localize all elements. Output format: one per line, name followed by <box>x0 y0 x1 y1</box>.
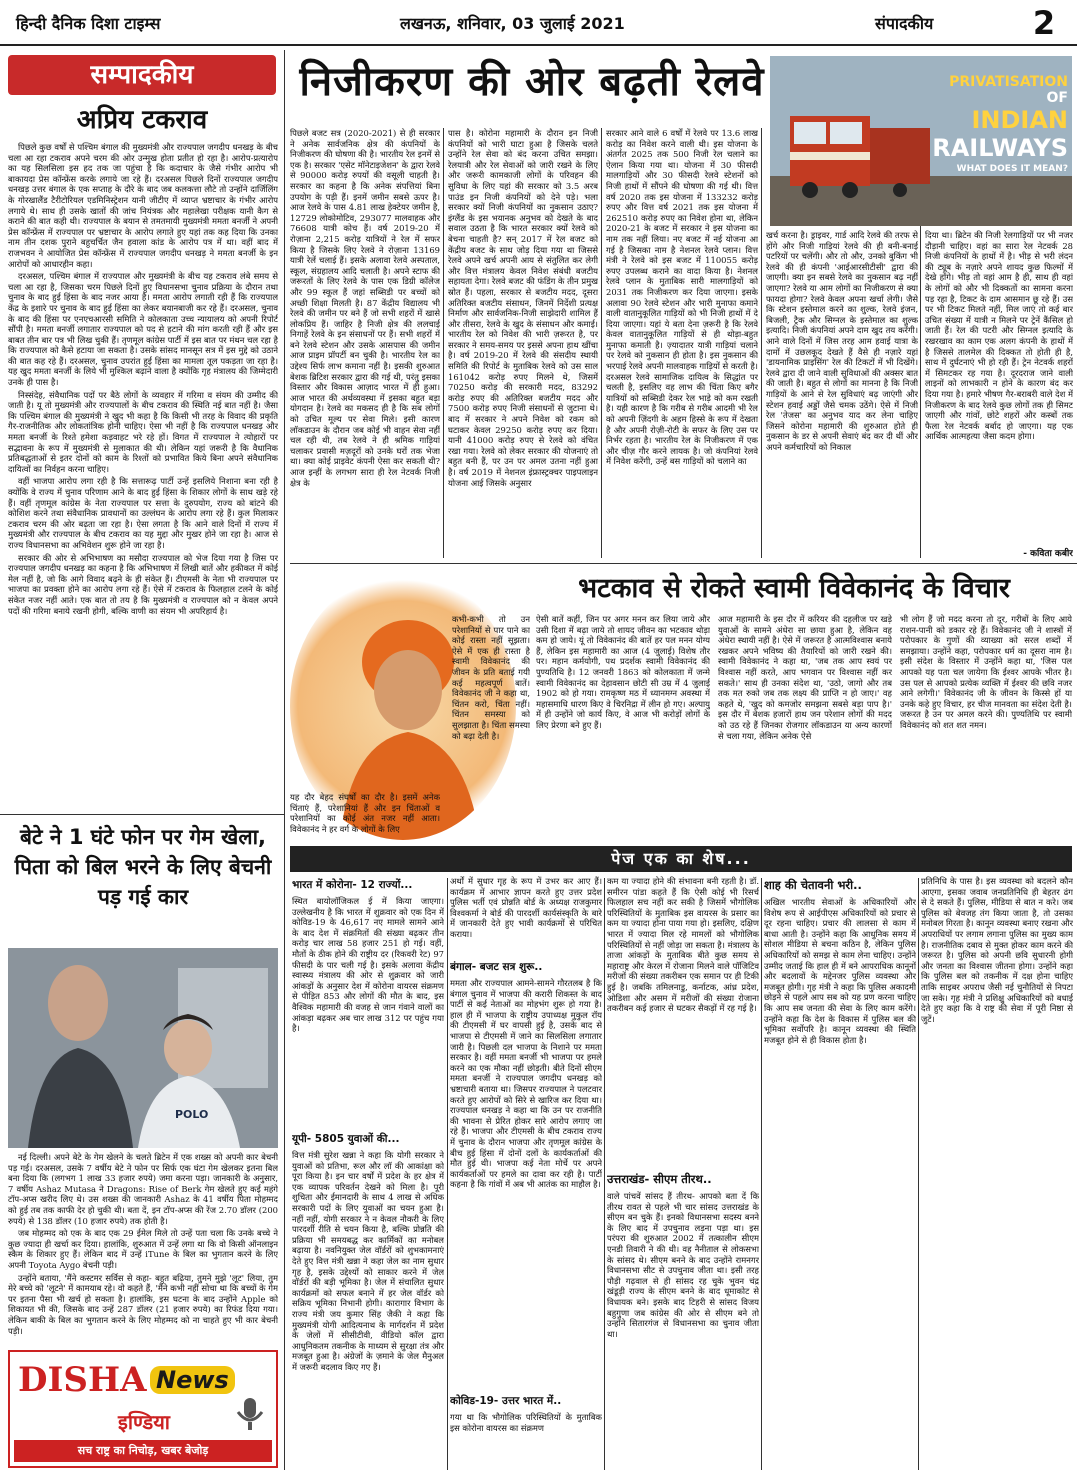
column-rule <box>761 878 762 1470</box>
paper-name: हिन्दी दैनिक दिशा टाइम्स <box>16 14 161 33</box>
railways-text: पिछले बजट सत्र (2020-2021) से ही सरकार ने अनेक सार्वजनिक क्षेत्र की कंपनियों के निजीकरण की घोषणा की है। भारतीय रेल इनमें से एक है। सरकार 'एसेट मॉनेटाइजेशन' के द्वारा रेलवे से 90000 करोड़ रुपयों की वसूली चाहती है। सरकार का कहना है कि अनेक संपत्तियां बिना उपयोग के पड़ी हैं। इनमें जमीन सबसे ऊपर है। आज रेलवे के पास 4.81 लाख हेक्टेयर जमीन है, 12729 लोकोमोटिव, 293077 मालवाहक और 76608 यात्री कोच हैं। वर्ष 2019-20 में रोज़ाना 2,215 करोड़ यात्रियों ने रेल में सफर किया है जिसके लिए रेलवे ने रोज़ाना 13169 यात्री रेलें चलाई हैं। इसके अलावा रेलवे अस्पताल, स्कूल, संग्रहालय आदि चलाती है। अपने स्टाफ की जरूरतों के लिए रेलवे के पास एक डिग्री कॉलेज और 99 स्कूल हैं जहां सब्सिडी पर बच्चों को अच्छी शिक्षा मिलती है। 87 केंद्रीय विद्यालय भी रेलवे की जमीन पर बने हैं जो सभी शहरों में खासे लोकप्रिय हैं। जाहिर है निजी क्षेत्र की ललचाई निगाहें रेलवे के इन संसाधनों पर हैं। सभी शहरों में बने रेलवे स्टेशन और उसके आसपास की जमीन आज प्राइम प्रॉपर्टी बन चुकी है। भारतीय रेल का उद्देश्य सिर्फ लाभ कमाना नहीं है। इसकी शुरुआत बेशक ब्रिटिश सरकार द्वारा की गई थी, परंतु इसका विस्तार और विकास आज़ाद भारत में ही हुआ। आज भारत की अर्थव्यवस्था में इसका बहुत बड़ा योगदान है। रेलवे का मकसद ही है कि सब लोगों को उचित मूल्य पर सेवा मिले। इसी कारण लॉकडाउन के दौरान जब कोई भी वाहन सेवा नहीं चल रही थी, तब रेलवे ने ही श्रमिक गाड़ियां चलाकर प्रवासी मज़दूरों को उनके घरों तक भेजा था। क्या कोई प्राइवेट कंपनी ऐसा कर सकती थी? आज इन्हीं के लगभग सारा ही रेल नेटवर्क निजी क्षेत्र के <box>290 128 440 488</box>
page-number: 2 <box>1032 4 1056 42</box>
image-text-indian: INDIAN <box>971 106 1068 134</box>
game-story-paragraph: जब मोहम्मद को एक के बाद एक 29 ईमेल मिले तो उन्हें पता चला कि उनके बच्चे ने कुछ ज्यादा ही खर्चा कर दिया। हालांकि, शुरुआत में उन्हें लगा था कि वो किसी ऑनलाइन स्कैम के शिकार हुए हैं। लेकिन बाद में उन्हें iTune के बिल का भुगतान करने के लिए अपनी Toyota Aygo बेचनी पड़ी। <box>8 1228 278 1270</box>
vivekananda-intro <box>452 614 530 840</box>
continued-text: गया था कि भौगोलिक परिस्थितियों के मुताबिक इस कोरोना वायरस का संक्रमण <box>450 1412 602 1433</box>
railways-col-5 <box>925 230 1073 546</box>
vivekananda-text: ऐसी बातें कहीं, जिन पर अगर मनन कर लिया जाये और उसी दिशा में बढ़ा जाये तो शायद जीवन का भटकाव थोड़ा कम हो जाये। यूं तो विवेकानंद की बातें हर पल मनन योग्य हैं, लेकिन इस महामारी का आज (4 जुलाई) विशेष तौर पर। महान कर्मयोगी, पथ प्रदर्शक स्वामी विवेकानंद की पुण्यतिथि है। 12 जनवरी 1863 को कोलकाता में जन्मे स्वामी विवेकानंद का देहावसान छोटी सी उम्र में 4 जुलाई 1902 को हो गया। रामकृष्ण मठ में ध्यानमग्न अवस्था में महासमाधि धारण किए वे चिरनिद्रा में लीन हो गए। अल्पायु में ही उन्होंने जो कार्य किए, वे आज भी करोड़ों लोगों के लिए प्रेरणा बने हुए हैं। <box>536 614 710 730</box>
continued-text: प्रतिनिधि के पास है। इस व्यवस्था को बदलने कौन आएगा, इसका जवाब जनप्रतिनिधि ही बेहतर ढंग से दे सकते हैं। पुलिस, मीडिया से बात न करे। जब पुलिस को बेवजह तंग किया जाता है, तो उसका मनोबल गिरता है। कानून व्यवस्था बनाए रखना और अपराधियों पर लगाम लगाना पुलिस का मुख्य काम है। राजनीतिक दबाव से मुक्त होकर काम करने की जरूरत है। पुलिस को अपनी छवि सुधारनी होगी और जनता का विश्वास जीतना होगा। उन्होंने कहा कि पुलिस बल को तकनीक में दक्ष होना चाहिए ताकि साइबर अपराध जैसी नई चुनौतियों से निपटा जा सके। गृह मंत्री ने प्रशिक्षु अधिकारियों को बधाई देते हुए कहा कि वे राष्ट्र की सेवा में पूरी निष्ठा से जुटें। <box>921 876 1073 1024</box>
continued-title: बंगाल- बजट सत्र शुरू.. <box>450 961 543 973</box>
continued-col-4 <box>764 876 916 1470</box>
editorial-banner: सम्पादकीय <box>8 55 276 95</box>
vivekananda-text: यह दौर बेहद संघर्षों का दौर है। इसमें अनेक चिंताएं हैं, परेशानियां हैं और इन चिंताओं व परेशानियों का कोई अंत नजर नहीं आता। विवेकानंद ने हर वर्ग के लोगों के लिए <box>290 792 440 834</box>
continued-col-3 <box>607 876 759 1470</box>
image-text-railways: RAILWAYS <box>932 134 1068 162</box>
railways-col-4 <box>766 230 918 558</box>
ad-brand-india: इण्डिया <box>118 1410 170 1434</box>
column-rule <box>918 878 919 1470</box>
railways-byline: - कविता कबीर <box>1023 549 1073 559</box>
editorial-title: अप्रिय टकराव <box>76 105 208 135</box>
railways-col-2 <box>448 128 598 558</box>
railways-text: खर्च करना है। ड्राइवर, गार्ड आदि रेलवे की तरफ से होंगे और निजी गाड़ियां रेलवे की ही बनी-बनाई पटरियों पर चलेंगी। और तो और, उनको बुकिंग भी रेलवे की ही कंपनी 'आईआरसीटीसी' द्वारा की जाएगी। क्या इन सबसे रेलवे का नुकसान बढ़ नहीं जाएगा? रेलवे या आम लोगों का निजीकरण से क्या फायदा होगा? रेलवे केवल अपना खर्चा लेगी। जैसे कि स्टेशन इस्तेमाल करने का शुल्क, रेलवे इंजन, बिजली, ट्रैक और सिग्नल के इस्तेमाल का शुल्क इत्यादि। निजी कंपनियां अपने दाम खुद तय करेंगी। आने वाले दिनों में जिस तरह आम हवाई यात्रा के दामों में उछलकूद देखते हैं वैसे ही नज़ारे यहां 'डायनामिक प्राइसिंग' रेल की टिकटों में भी दिखेंगे। रेलवे द्वारा दी जाने वाली सुविधाओं की अक्सर बात की जाती है। बहुत से लोगों का मानना है कि निजी गाड़ियों के आने से रेल सुविधाएं बढ़ जाएंगी और स्टेशन हवाई अड्डों जैसे चमक उठेंगे। ऐसे में निजी रेल 'तेजस' का अनुभव याद कर लेना चाहिए जिसने कोरोना महामारी की शुरुआत होते ही नुकसान के डर से अपनी सेवाएं बंद कर दी थीं और अपने कर्मचारियों को निकाल <box>766 230 918 452</box>
ad-brand-news: News <box>150 1366 235 1394</box>
image-text-of: OF <box>1046 90 1068 106</box>
vivekananda-text: कभी-कभी तो उन परेशानियों से पार पाने का कोई रास्ता नहीं सूझता। ऐसे में एक ही रास्ता है स्वामी विवेकानंद की जीवन के प्रति बताई गयी कई महत्वपूर्ण बातें। विवेकानंद जी ने कहा था, चिंतन करो, चिंता नहीं। चिंतन समस्या को सुलझाता है। चिंता समस्या को बढ़ा देती है। <box>452 614 530 741</box>
continued-title: कोविड-19- उत्तर भारत में.. <box>450 1395 562 1407</box>
vivekananda-text: भी लोग हैं जो मदद करना तो दूर, गरीबों के लिए आये राशन-पानी को डकार रहे हैं। विवेकानंद जी ने शास्त्रों में परोपकार के गुणों की व्याख्या को सरल शब्दों में समझाया। उन्होंने कहा, परोपकार धर्म का दूसरा नाम है। इसी संदेश के विस्तार में उन्होंने कहा था, 'जिस पल आपको यह पता चल जायेगा कि ईश्वर आपके भीतर है। उस पल से आपको प्रत्येक व्यक्ति में ईश्वर की छवि नजर आने लगेगी।' विवेकानंद जी के जीवन के किस्से हों या उनके कहे हुए विचार, हर चीज मानवता का संदेश देती है। जरूरत है उन पर अमल करने की। पुण्यतिथि पर स्वामी विवेकानंद को शत शत नमन। <box>900 614 1072 730</box>
continued-text: कम या ज्यादा होने की संभावना बनी रहती है। डॉ. समीरन पांडा कहते हैं कि ऐसी कोई भी रिसर्च फिलहाल सच नहीं कर सकी है जिसमें भौगोलिक परिस्थितियों के मुताबिक इस वायरस के प्रसार का कम या ज्यादा होना पाया गया हो। इसलिए, दक्षिण भारत में ज्यादा मिल रहे मामलों को भौगोलिक परिस्थितियों से नहीं जोड़ा जा सकता है। मंत्रालय के ताजा आंकड़ों के मुताबिक बीते कुछ समय से महाराष्ट्र और केरल में रोजाना मिलने वाले पॉजिटिव मरीजों की संख्या तकरीबन एक समान पर ही टिकी हुई है। जबकि तमिलनाडु, कर्नाटक, आंध्र प्रदेश, ओडिशा और असम में मरीजों की संख्या रोजाना तकरीबन कई हजार से घटकर सैकड़ों में रह गई है। <box>607 876 759 1014</box>
ad-tagline: सच राष्ट्र का निचोड़, खबर बेजोड़ <box>14 1440 272 1462</box>
railways-col-1 <box>290 128 440 558</box>
railways-text: सरकार आने वाले 6 वर्षों में रेलवे पर 13.6 लाख करोड़ का निवेश करने वाली थी। इस योजना के अंतर्गत 2025 तक 500 निजी रेल चलाने का ऐलान किया गया था। योजना में 30 फीसदी मालगाड़ियों और 30 फीसदी रेलवे स्टेशनों को निजी हाथों में सौंपने की घोषणा की गई थी। वित्त वर्ष 2020 तक इस योजना में 133232 करोड़ रुपए और वित्त वर्ष 2021 तक इस योजना में 262510 करोड़ रुपए का निवेश होना था, लेकिन 2020-21 के बजट में सरकार ने इस योजना का नाम तक नहीं लिया। नए बजट में नई योजना आ गई है जिसका नाम है नेशनल रेलवे प्लान। वित्त मंत्री ने रेलवे को इस बजट में 110055 करोड़ रुपए उपलब्ध कराने का वादा किया है। नेशनल रेलवे प्लान के मुताबिक सारी मालगाड़ियों को 2031 तक निजीकरण कर दिया जाएगा। इसके अलावा 90 रेलवे स्टेशन और भारी मुनाफा कमाने वाली वातानुकूलित गाड़ियों को भी निजी हाथों में दे दिया जाएगा। यहां ये बता देना ज़रूरी है कि रेलवे केवल वातानुकूलित गाड़ियों से ही थोड़ा-बहुत मुनाफा कमाती है। ज़्यादातर यात्री गाड़ियां चलाने पर रेलवे को नुकसान ही होता है। इस नुकसान की भरपाई रेलवे अपनी मालवाहक गाड़ियों से करती है। दरअसल रेलवे सामाजिक दायित्व के सिद्धांत पर चलती है, इसलिए वह लाभ की चिंता किए बगैर यात्रियों को सब्सिडी देकर रेल भाड़े को कम रखती है। यही कारण है कि गरीब से गरीब आदमी भी रेल को अपनी ज़िंदगी के अहम हिस्से के रूप में देखता है और अपनी रोज़ी-रोटी के सफर के लिए उस पर निर्भर रहता है। भारतीय रेल के निजीकरण में एक और चीज़ गौर करने लायक है। जो कंपनियां रेलवे में निवेश करेंगी, उन्हें बस गाड़ियों को चलाने का <box>606 128 758 467</box>
game-story-paragraph: उन्होंने बताया, 'मैंने कस्टमर सर्विस से कहा- बहुत बढ़िया, तुमने मुझे 'लूट' लिया, तुम मेरे बच्चे को 'लूटने' में कामयाब रहे। वो कहते हैं, 'मैंने कभी नहीं सोचा था कि बच्चों के गेम पर इतना पैसा भी खर्च हो सकता है। हालांकि, इस घटना के बाद उन्होंने Apple को शिकायत भी की, जिसके बाद उन्हें 287 डॉलर (21 हजार रुपये) का रिफंड दिया गया। लेकिन बाकी के बिल का भुगतान करने के लिए मोहम्मद को ना चाहते हुए भी कार बेचनी पड़ी। <box>8 1272 278 1336</box>
dateline: लखनऊ, शनिवार, 03 जुलाई 2021 <box>400 14 625 33</box>
editorial-paragraph: निस्संदेह, संवैधानिक पदों पर बैठे लोगों के व्यवहार में गरिमा व संयम की उम्मीद की जाती है। यू तो मुख्यमंत्री और राज्यपालों के बीच टकराव की स्थिति नई बात नहीं है। जैसा कि पश्चिम बंगाल की मुख्यमंत्री ने खुद भी कहा है कि किसी भी तरह के विवाद की प्रकृति गैर-राजनीतिक और लोकतांत्रिक होनी चाहिए। ऐसा भी नहीं है कि राज्यपाल धनखड़ और ममता बनर्जी के रिश्ते हमेशा कड़वाहट भरे रहे हों। विगत में राज्यपाल ने त्योहारों पर सद्भावना के रूप में मुख्यमंत्री से मुलाकात की थी। लेकिन यहां जरूरी है कि वैधानिक प्रतिबद्धताओं से इतर दोनों को काम के रिश्तों को प्रभावित किये बिना अपने संवैधानिक दायित्वों का निर्वहन करना चाहिए। <box>8 389 278 474</box>
continued-text: वित्त मंत्री सुरेश खन्ना ने कहा कि योगी सरकार ने युवाओं को प्रतिभा, रूल और लॉ की आकांक्षा को पूरा किया है। इन चार वर्षों में प्रदेश के हर क्षेत्र में एक व्यापक परिवर्तन देखने को मिला है। पूरी शुचिता और ईमानदारी के साथ 4 लाख से अधिक सरकारी पदों के लिए युवाओं का चयन हुआ है। नहीं नहीं, योगी सरकार ने न केवल नौकरी के लिए पारदर्शी रीति से चयन किया है, बल्कि प्रोन्नति की प्रक्रिया भी समयबद्ध कर कार्मिकों का मनोबल बढ़ाया है। नवनियुक्त जेल वॉर्डरों को शुभकामनाएं देते हुए वित्त मंत्री खन्ना ने कहा जेल का नाम सुधार गृह है, इसके उद्देश्यों को साकार करने में जेल वॉर्डरों की बड़ी भूमिका है। जेल में संचालित सुधार कार्यक्रमों को सफल बनाने में हर जेल वॉर्डर को सक्रिय भूमिका निभानी होगी। कारागार विभाग के राज्य मंत्री जय कुमार सिंह जैकी ने कहा कि मुख्यमंत्री योगी आदित्यनाथ के मार्गदर्शन में प्रदेश के जेलों में सीसीटीवी, वीडियो कॉल द्वारा आधुनिकतम तकनीक के माध्यम से सुरक्षा तंत्र और मजबूत हुआ है। अंग्रेजों के ज़माने के जेल मैनुअल में जरूरी बदलाव किए गए हैं। <box>292 1150 444 1372</box>
vivekananda-col-4 <box>900 614 1072 840</box>
section-name: संपादकीय <box>875 14 934 33</box>
continued-title: उत्तराखंड- सीएम तीरथ.. <box>607 1172 712 1186</box>
column-rule <box>447 878 448 1470</box>
column-rule <box>761 128 762 558</box>
continued-title: शाह की चेतावनी भरी.. <box>764 878 862 892</box>
railways-text: दिया था। ब्रिटेन की निजी रेलगाड़ियों पर भी नजर दौड़ानी चाहिए। वहां का सारा रेल नेटवर्क 28 निजी कंपनियों के हाथों में है। भीड़ से भरी लंदन की ट्यूब के नज़ारे अपने शायद कुछ फिल्मों में देखे होंगे। भीड़ तो वहां आम है ही, साथ ही वहां के लोगों को और भी दिक्कतों का सामना करना पड़ रहा है, टिकट के दाम आसमान छू रहे हैं। उस पर भी टिकट मिलते नहीं, मिल जाएं तो कई बार उचित संख्या में यात्री न मिलने पर ट्रेनें कैंसिल हो जाती हैं। रेल की पटरी और सिग्नल इत्यादि के रखरखाव का काम एक अलग कंपनी के हाथों में है जिससे तालमेल की दिक्कत तो होती ही है, साथ में दुर्घटनाएं भी हो रही हैं। ट्रेन नेटवर्क शहरों में सिमटकर रह गया है। दूरदराज जाने वाली लाइनों को लाभकारी न होने के कारण बंद कर दिया गया है। हमारे भीषण गैर-बराबरी वाले देश में निजीकरण के बाद रेलवे कुछ लोगों तक ही सिमट जाएगी और गांवों, छोटे शहरों और कस्बों तक फैला रेल नेटवर्क बर्बाद हो जाएगा। यह एक आर्थिक आत्महत्या जैसा कदम होगा। <box>925 230 1073 442</box>
game-story-body <box>8 1152 278 1342</box>
vivekananda-col-3 <box>718 614 892 840</box>
railways-headline: निजीकरण की ओर बढ़ती रेलवे <box>299 59 765 105</box>
vivekananda-col-2 <box>536 614 710 840</box>
editorial-paragraph: वहीं भाजपा आरोप लगा रही है कि सत्तारूढ़ पार्टी उन्हें इसलिये निशाना बना रही है क्योंकि वे राज्य में चुनाव परिणाम आने के बाद हुई हिंसा के शिकार लोगों के साथ खड़े रहे हैं। वहीं तृणमूल कांग्रेस के नेता राज्यपाल पर सत्ता के दुरुपयोग, राज्य को बांटने की कोशिश करने तथा संवैधानिक प्रावधानों का उल्लंघन के आरोप लगा रहे हैं। कुल मिलाकर टकराव चरम की ओर बढ़ता जा रहा है। ऐसा लगता है कि आने वाले दिनों में राज्य में मुख्यमंत्री और राज्यपाल के बीच टकराव का यह मुद्दा और मुखर होने जा रहा है। आज से राज्य विधानसभा का अभिवेशन शुरू होने जा रहा है। <box>8 476 278 550</box>
father-son-photo <box>8 948 278 1148</box>
shirt-text: POLO <box>175 1108 209 1121</box>
continued-col-2 <box>450 876 602 1470</box>
continued-title: भारत में कोरोना- 12 राज्यों... <box>292 879 413 891</box>
section-rule <box>290 563 1077 564</box>
disha-news-ad[interactable] <box>8 1350 278 1468</box>
column-rule <box>284 50 285 1470</box>
father-son-photo-art <box>8 948 278 1148</box>
continued-col-1 <box>292 876 444 1470</box>
continued-text: वाले पांचवें सांसद हैं तीरथ- आपको बता दें कि तीरथ रावत से पहले भी चार सांसद उत्तराखंड के सीएम बन चुके हैं। इनको विधानसभा सदस्य बनने के लिए बाद में उपचुनाव लड़ना पड़ा था। इस परंपरा की शुरुआत 2002 में तत्कालीन सीएम एनडी तिवारी ने की थी। वह नैनीताल से लोकसभा के सांसद थे। सीएम बनने के बाद उन्होंने रामनगर विधानसभा सीट से उपचुनाव जीता था। इसी तरह पौड़ी गढ़वाल से ही सांसद रह चुके भुवन चंद्र खंडूड़ी राज्य के सीएम बनने के बाद धूमाकोट से विधायक बने। इसके बाद टिहरी से सांसद विजय बहुगुणा जब कांग्रेस की ओर से सीएम बने तो उन्होंने सितारगंज से विधानसभा का चुनाव जीता था। <box>607 1191 759 1339</box>
microphone-icon <box>228 1392 272 1436</box>
column-rule <box>604 878 605 1470</box>
railways-col-3 <box>606 128 758 558</box>
image-text-question: WHAT DOES IT MEAN? <box>956 164 1068 174</box>
vivekananda-headline: भटकाव से रोकते स्वामी विवेकानंद के विचार <box>578 573 1010 604</box>
editorial-paragraph: पिछले कुछ वर्षों से पश्चिम बंगाल की मुख्यमंत्री और राज्यपाल जगदीप धनखड़ के बीच चला आ रहा टकराव अपने चरम की ओर उन्मुख होता प्रतीत हो रहा है। आरोप-प्रत्यारोप का यह सिलसिला इस हद तक जा पहुंचा है कि कदाचार के जैसे गंभीर आरोप भी बाकायदा प्रेस कॉन्फ्रेंस करके लगाये जा रहे हैं। दरअसल पिछले दिनों राज्यपाल जगदीप धनखड़ उत्तर बंगाल के एक सप्ताह के दौरे के बाद जब कलकत्ता लौटे तो उन्होंने दार्जिलिंग के गोरखालैंड टैरीटोरियल एडमिनिस्ट्रेशन यानी जीटीए में व्याप्त भ्रष्टाचार के गंभीर आरोप लगाये थे। साथ ही उसके खातों की जांच नियंत्रक और महालेखा परीक्षक यानी कैग से कराने की बात कही थी। राज्यपाल के बयान से तमतमायी मुख्यमंत्री ममता बनर्जी ने अपनी प्रेस कॉन्फ्रेंस में राज्यपाल पर भ्रष्टाचार के आरोप लगाते हुए यहां तक कह दिया कि उनका नाम तीन दशक पुराने बहुचर्चित जैन हवाला कांड के आरोप पत्र में था। वहीं बाद में राजभवन ने आयोजित प्रेस कॉन्फ्रेंस में राज्यपाल जगदीप धनखड़ ने ममता बनर्जी के इन आरोपों को आधारहीन कहा। <box>8 142 278 269</box>
editorial-paragraph: सरकार की ओर से अभिभाषण का मसौदा राज्यपाल को भेज दिया गया है जिस पर राज्यपाल जगदीप धनखड़ का कहना है कि अभिभाषण में लिखी बातें और हकीकत में कोई मेल नहीं है, जो कि आगे विवाद बढ़ने के ही संकेत हैं। टीएमसी के नेता भी राज्यपाल पर भाजपा का प्रवक्ता होने का आरोप लगा रहे हैं। ऐसे में टकराव के फिलहाल टलने के कोई संकेत नजर नहीं आते। एक बात तो तय है कि मुख्यमंत्री व राज्यपाल को न केवल अपने पदों की गरिमा बनाये रखनी होगी, बल्कि वाणी का संयम भी अपरिहार्य है। <box>8 552 278 616</box>
ad-brand: DISHA <box>18 1360 147 1400</box>
page-one-continued-banner: पेज एक का शेष... <box>290 846 1072 872</box>
continued-text: स्थित बायोलॉजिकल ई में किया जाएगा। उल्लेखनीय है कि भारत में शुक्रवार को एक दिन में कोविड-19 के 46,617 नए मामले सामने आने के बाद देश में संक्रमितों की संख्या बढ़कर तीन करोड़ चार लाख 58 हजार 251 हो गई। वहीं, मौतों के ठीक होने की राष्ट्रीय दर (रिकवरी रेट) 97 फीसदी के पार चली गई है। इसके अलावा केंद्रीय स्वास्थ्य मंत्रालय की ओर से शुक्रवार को जारी आंकड़ों के अनुसार देश में कोरोना वायरस संक्रमण से पीड़ित 853 और लोगों की मौत के बाद, इस वैश्विक महामारी की वजह से जान गंवाने वालों का आंकड़ा बढ़कर अब चार लाख 312 पर पहुंच गया है। <box>292 896 444 1034</box>
railways-text: पास है। कोरोना महामारी के दौरान इन निजी कंपनियों को भारी घाटा हुआ है जिसके चलते उन्होंने रेल सेवा को बंद करना उचित समझा। रेलयात्री और रेल सेवाओं को जारी रखने के लिए और जरूरी कामकाजी लोगों के परिवहन की सुविधा के लिए यहां की सरकार को 3.5 अरब पाउंड इन निजी कंपनियों को देने पड़े। भला सरकार क्यों निजी कंपनियों का नुकसान उठाए? इंग्लैंड के इस भयानक अनुभव को देखते के बाद सवाल उठता है कि भारत सरकार क्यों रेलवे को बेचना चाहती है? सन् 2017 में रेल बजट को केंद्रीय बजट के साथ जोड़ दिया गया था जिससे रेलवे अपने खर्च अपनी आय से संतुलित कर लेगी और वित्त मंत्रालय केवल निवेश संबंधी बजटीय सहायता देगा। रेलवे बजट की फंडिंग के तीन प्रमुख स्रोत हैं। पहला, सरकार से बजटीय मदद, दूसरा अतिरिक्त बजटीय संसाधन, जिनमें निर्देशी प्रत्यक्ष निर्माण और सार्वजनिक-निजी साझेदारी शामिल हैं और तीसरा, रेलवे के खुद के संसाधन और कमाई। भारतीय रेल को निवेश की भारी ज़रूरत है, पर सरकार ने समय-समय पर इससे अपना हाथ खींचा है। वर्ष 2019-20 में रेलवे की संसदीय स्थायी समिति की रिपोर्ट के मुताबिक रेलवे को उस साल 161042 करोड़ रुपए मिलने थे, जिसमें 70250 करोड़ की सरकारी मदद, 83292 करोड़ रुपए की अतिरिक्त बजटीय मदद और 7500 करोड़ रुपए निजी संसाधनों से जुटाना थे। बाद में सरकार ने अपने निवेश को रकम को घटाकर केवल 29250 करोड़ रुपए कर दिया। यानी 41000 करोड़ रुपए से रेलवे को वंचित रखा गया। रेलवे को लेकर सरकार की योजनाएं तो बहुत बनी हैं, पर उन पर अमल उतना नहीं हुआ है। वर्ष 2019 में नेशनल इंफ्रास्ट्रक्चर पाइपलाइन योजना आई जिसके अनुसार <box>448 128 598 488</box>
game-story-paragraph: नई दिल्ली। अपने बेटे के गेम खेलने के चलते ब्रिटेन में एक शख्स को अपनी कार बेचनी पड़ गई। दरअसल, उसके 7 वर्षीय बेटे ने फोन पर सिर्फ एक घंटा गेम खेलकर इतना बिल बना दिया कि (लगभग 1 लाख 33 हजार रुपये) जमा करना पड़ा। जानकारी के अनुसार, 7 वर्षीय Ashaz Mutasa ने Dragons: Rise of Berk गेम खेलते हुए कई महंगे टॉप-अप्स खरीद लिए थे। उस शख्स की जानकारी Ashaz के 41 वर्षीय पिता मोहम्मद को हुई तब तक काफी देर हो चुकी थी। बता दें, इन टॉप-अप्स की रेंज 2.70 डॉलर (200 रुपये) से 138 डॉलर (10 हजार रुपये) तक होती है। <box>8 1152 278 1226</box>
railways-image-title <box>920 74 1068 174</box>
continued-text: अर्थों में सुधार गृह के रूप में उभर कर आए हैं। कार्यक्रम में आभार ज्ञापन करते हुए उत्तर प्रदेश पुलिस भर्ती एवं प्रोन्नति बोर्ड के अध्यक्ष राजकुमार विश्वकर्मा ने बोर्ड की पारदर्शी कार्यसंस्कृति के बारे में जानकारी देते हुए भावी कार्यक्रमों से परिचित कराया। <box>450 876 602 939</box>
game-story-headline: बेटे ने 1 घंटे फोन पर गेम खेला, पिता को बिल भरने के लिए बेचनी पड़ गई कार <box>14 825 272 909</box>
editorial-paragraph: दरअसल, पश्चिम बंगाल में राज्यपाल और मुख्यमंत्री के बीच यह टकराव लंबे समय से चला आ रहा है, जिसका चरम पिछले दिनों हुए विधानसभा चुनाव प्रक्रिया के दौरान तथा चुनाव के बाद हुई हिंसा के बाद नजर आया है। ममता आरोप लगाती रही हैं कि राज्यपाल केंद्र के इशारे पर चुनाव के बाद हुई हिंसा का लेकर बयानबाजी कर रहे हैं। दरअसल, चुनाव के बाद की हिंसा पर एनएचआरसी समिति ने कोलकाता उच्च न्यायालय को अपनी रिपोर्ट सौंपी है। ममता बनर्जी लगातार राज्यपाल को पद से हटाने की मांग करती रही हैं और इस बाबत तीन बार पत्र भी लिख चुकी हैं। तृणमूल कांग्रेस पार्टी में इस बात पर मंथन चल रहा है कि राज्यपाल को कैसे हटाया जा सकता है। उसके सांसद मानसून सत्र में इस मुद्दे को उठाने की बात कह रहे हैं। दरअसल, चुनाव उपरांत हुई हिंसा का मामला तूल पकड़ता जा रहा है। यह खुद ममता बनर्जी के लिये भी मुश्किल बढ़ाने वाला है क्योंकि गृह मंत्रालय की जिम्मेदारी उनके ही पास है। <box>8 271 278 388</box>
railways-image <box>770 56 1072 226</box>
continued-text: अखिल भारतीय सेवाओं के अधिकारियों और विशेष रूप से आईपीएस अधिकारियों को प्रचार से दूर रहना चाहिए। प्रचार की लालसा से काम में बाधा आती है। उन्होंने कहा कि आधुनिक समय में सोशल मीडिया से बचना कठिन है, लेकिन पुलिस अधिकारियों को समझ से काम लेना चाहिए। उन्होंने उम्मीद जताई कि हाल ही में बने आपराधिक कानूनों और बदलावों के मद्देनजर पुलिस व्यवस्था और मजबूत होगी। गृह मंत्री ने कहा कि पुलिस अकादमी छोड़ने से पहले आप सब को यह प्रण करना चाहिए कि आप सब जनता की सेवा के लिए काम करेंगे। उन्होंने कहा कि देश के विकास में पुलिस बल की भूमिका सर्वोपरि है। कानून व्यवस्था की स्थिति मजबूत होने से ही विकास होता है। <box>764 897 916 1045</box>
vivekananda-under-image <box>290 792 440 838</box>
continued-text: ममता और राज्यपाल आमने-सामने गौरतलब है कि बंगाल चुनाव में भाजपा की करारी शिकस्त के बाद पार्टी से कई नेताओं का मोहभंग शुरू हो गया है। हाल ही में भाजपा के राष्ट्रीय उपाध्यक्ष मुकुल रॉय की टीएमसी में घर वापसी हुई है, उसके बाद से भाजपा से टीएमसी में जाने का सिलसिला लगातार जारी है। पिछली दल भाजपा के निशाने पर ममता सरकार है। वहीं ममता बनर्जी भी भाजपा पर हमले करने का एक मौका नहीं छोड़ती। बीते दिनों सीएम ममता बनर्जी ने राज्यपाल जगदीप धनखड़ को भ्रष्टाचारी बताया था। जिसपर राज्यपाल ने पलटवार करते हुए आरोपों को सिरे से खारिज कर दिया था। राज्यपाल धनखड़ ने कहा था कि उन पर राजनीति की भावना से प्रेरित होकर सारे आरोप लगाए जा रहे हैं। भाजपा और टीएमसी के बीच टकराव राज्य में चुनाव के दौरान भाजपा और तृणमूल कांग्रेस के बीच हुई हिंसा में दोनों दलों के कार्यकर्ताओं की मौत हुई थी। भाजपा कई नेता मोर्चे पर अपने कार्यकर्ताओं पर हमले का दावा कर रही है। पार्टी कहना है कि गांवों में अब भी आतंक का माहौल है। <box>450 978 602 1190</box>
column-rule <box>601 128 602 558</box>
image-text-privatisation: PRIVATISATION <box>949 74 1068 90</box>
column-rule <box>443 128 444 558</box>
section-rule <box>0 814 284 815</box>
vivekananda-text: आज महामारी के इस दौर में करियर की दहलीज पर खड़े युवाओं के सामने अंधेरा सा छाया हुआ है, लेकिन वह अंधेरा स्थायी नहीं है। ऐसे में जरूरत है आत्मविश्वास बनाये रखकर अपने भविष्य की तैयारियों को जारी रखने की। स्वामी विवेकानंद ने कहा था, 'जब तक आप स्वयं पर विश्वास नहीं करते, आप भगवान पर विश्वास नहीं कर सकते।' साथ ही उनका संदेश था, 'उठो, जागो और तब तक मत रुको जब तक लक्ष्य की प्राप्ति न हो जाए।' वह कहते थे, 'खुद को कमजोर समझना सबसे बड़ा पाप है।' इस दौर में बेशक हजारों हाथ जन परेशान लोगों की मदद को उठ रहे हैं जिनका रोजगार लॉकडाउन या अन्य कारणों से चला गया, लेकिन अनेक ऐसे <box>718 614 892 741</box>
editorial-body <box>8 142 278 810</box>
page-header <box>0 0 1077 46</box>
continued-title: यूपी- 5805 युवाओं की... <box>292 1133 400 1145</box>
continued-col-5 <box>921 876 1073 1470</box>
